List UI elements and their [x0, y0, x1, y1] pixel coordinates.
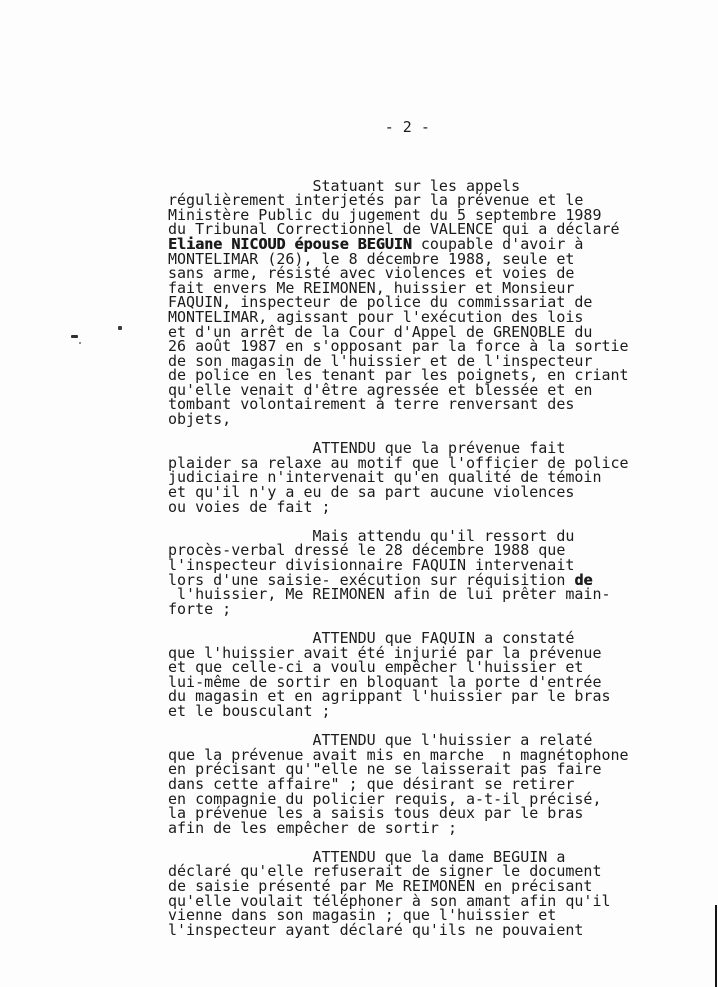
- text-segment: dans cette affaire" ; que désirant se retirer: [168, 774, 575, 793]
- text-segment: ATTENDU que la prévenue fait: [168, 439, 566, 458]
- text-segment: et qu'il n'y a eu de sa part aucune violences: [168, 483, 575, 502]
- text-line: [168, 599, 629, 618]
- text-line: [168, 497, 629, 516]
- text-segment: lui-même de sortir en bloquant la porte d'entrée: [168, 672, 602, 691]
- text-segment: judiciaire n'intervenait qu'en qualité de témoin: [168, 468, 602, 487]
- paragraph: [168, 441, 629, 514]
- text-segment: sans arme, résisté avec violences et voies de: [168, 264, 575, 283]
- bold-text: de: [574, 570, 593, 589]
- bold-text: Eliane NICOUD épouse BEGUIN: [168, 234, 412, 253]
- scan-speck: [71, 335, 78, 338]
- text-segment: MONTELIMAR, agissant pour l'exécution des lois: [168, 307, 584, 326]
- text-segment: que l'huissier avait été injurié par la prévenue: [168, 643, 602, 662]
- text-segment: ATTENDU que la dame BEGUIN a: [168, 847, 566, 866]
- text-segment: déclaré qu'elle refuserait de signer le document: [168, 862, 602, 881]
- text-segment: forte ;: [168, 599, 232, 618]
- text-segment: en compagnie du policier requis, a-t-il précisé,: [168, 789, 602, 808]
- paragraph: [168, 847, 629, 939]
- text-segment: lors d'une saisie- exécution sur réquisition: [168, 570, 575, 589]
- paragraph: [168, 176, 629, 429]
- text-segment: qu'elle venait d'être agressée et blessée et en: [168, 380, 593, 399]
- text-segment: 26 août 1987 en s'opposant par la force à la sortie: [168, 337, 629, 356]
- text-segment: ATTENDU que FAQUIN a constaté: [168, 628, 575, 647]
- page-number: - 2 -: [168, 118, 430, 137]
- document-text-block: [168, 91, 629, 967]
- paragraph: [168, 526, 629, 618]
- text-line: [168, 818, 629, 837]
- text-segment: de saisie présenté par Me REIMONEN en précisant: [168, 877, 593, 896]
- text-line: [168, 920, 629, 939]
- text-segment: tombant volontairement à terre renversant des: [168, 395, 575, 414]
- text-segment: en précisant qu'"elle ne se laisserait pas faire: [168, 760, 602, 779]
- paragraph: [168, 628, 629, 720]
- text-segment: fait envers Me REIMONEN, huissier et Monsieur: [168, 278, 575, 297]
- text-segment: régulièrement interjetés par la prévenue et le: [168, 191, 584, 210]
- text-segment: procès-verbal dressé le 28 décembre 1988 que: [168, 541, 566, 560]
- text-segment: et d'un arrêt de la Cour d'Appel de GRENOBLE du: [168, 322, 593, 341]
- text-segment: afin de les empêcher de sortir ;: [168, 818, 457, 837]
- text-segment: ATTENDU que l'huissier a relaté: [168, 731, 593, 750]
- text-line: [168, 701, 629, 720]
- text-segment: qu'elle voulait téléphoner à son amant afin qu'il: [168, 891, 611, 910]
- text-line: [168, 587, 629, 602]
- text-segment: et le bousculant ;: [168, 701, 331, 720]
- text-segment: et que celle-ci a voulu empêcher l'huissier et: [168, 658, 584, 677]
- text-segment: de son magasin de l'huissier et de l'inspecteur: [168, 351, 593, 370]
- text-segment: Mais attendu qu'il ressort du: [168, 526, 575, 545]
- text-segment: FAQUIN, inspecteur de police du commissariat de: [168, 293, 593, 312]
- scan-edge-artifact: [715, 905, 717, 987]
- text-segment: Statuant sur les appels: [168, 176, 521, 195]
- text-segment: plaider sa relaxe au motif que l'officier de police: [168, 453, 629, 472]
- text-segment: Ministère Public du jugement du 5 septembre 1989: [168, 205, 602, 224]
- text-line: [168, 412, 629, 427]
- text-segment: de police en les tenant par les poignets, en criant: [168, 366, 629, 385]
- scan-speck: [118, 326, 122, 330]
- text-segment: que la prévenue avait mis en marche n magnétophone: [168, 745, 629, 764]
- document-body: [168, 176, 629, 939]
- paragraph: [168, 733, 629, 835]
- text-segment: objets,: [168, 410, 232, 429]
- text-segment: coupable d'avoir à: [411, 234, 584, 253]
- text-segment: l'inspecteur ayant déclaré qu'ils ne pouvaient: [168, 920, 584, 939]
- text-segment: la prévenue les a saisis tous deux par le bras: [168, 804, 584, 823]
- text-segment: du magasin et en agrippant l'huissier par le bras: [168, 687, 611, 706]
- text-segment: l'huissier, Me REIMONEN afin de lui prêter main-: [168, 585, 611, 604]
- text-segment: l'inspecteur divisionnaire FAQUIN intervenait: [168, 556, 575, 574]
- text-segment: du Tribunal Correctionnel de VALENCE qui a déclaré: [168, 220, 620, 239]
- text-line: [168, 397, 629, 412]
- text-segment: MONTELIMAR (26), le 8 décembre 1988, seule et: [168, 249, 575, 268]
- text-segment: ou voies de fait ;: [168, 497, 331, 516]
- scan-speck: [79, 342, 81, 344]
- text-segment: vienne dans son magasin ; que l'huissier et: [168, 906, 557, 925]
